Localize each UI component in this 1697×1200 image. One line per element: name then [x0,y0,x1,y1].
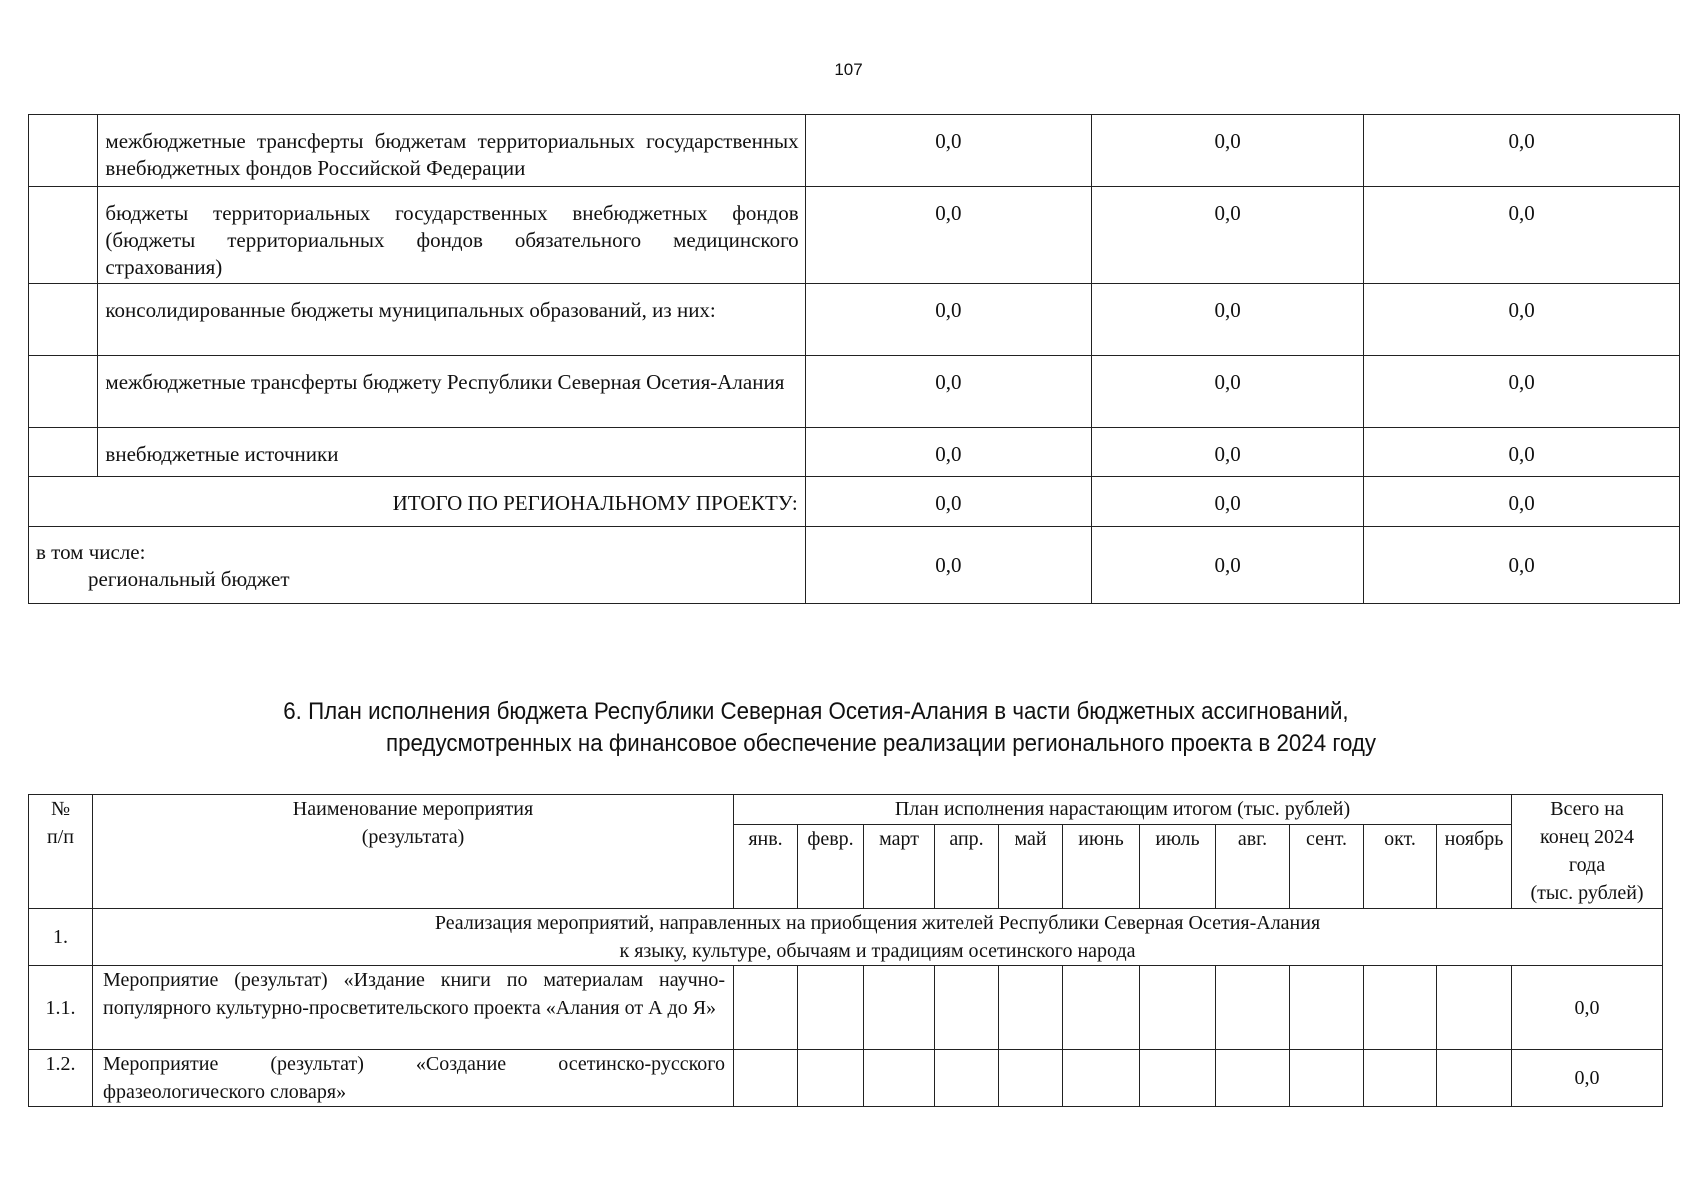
month-header: май [999,825,1063,909]
row-label: межбюджетные трансферты бюджету Республики Северная Осетия-Алания [98,356,805,428]
empty-cell [29,115,98,187]
month-cell [734,1050,798,1107]
total-value: 0,0 [1364,477,1680,527]
empty-cell [29,187,98,284]
total-header [1512,795,1663,909]
item-number: 1.2. [29,1050,93,1107]
value-cell: 0,0 [1092,356,1364,428]
month-header: июнь [1063,825,1140,909]
month-header: июль [1140,825,1216,909]
month-cell [864,966,935,1050]
month-cell [1063,966,1140,1050]
value-cell: 0,0 [805,356,1091,428]
month-header: авг. [1216,825,1290,909]
header-row [29,795,1663,825]
empty-cell [29,284,98,356]
num-header-line2: п/п [47,826,74,848]
item-name: Мероприятие (результат) «Издание книги по материалам научно-популярного культурно-просветительского проекта «Алания от А до Я» [93,966,734,1050]
empty-cell [29,428,98,477]
value-cell: 0,0 [1364,284,1680,356]
value-cell: 0,0 [805,428,1091,477]
month-cell [1290,966,1364,1050]
execution-plan-table [28,794,1663,1107]
total-header-line3: года [1568,854,1606,876]
value-cell: 0,0 [1364,187,1680,284]
item-name: Мероприятие (результат) «Создание осетинско-русского фразеологического словаря» [93,1050,734,1107]
total-value: 0,0 [805,477,1091,527]
month-header: окт. [1364,825,1437,909]
table-row [29,966,1663,1050]
row-label: межбюджетные трансферты бюджетам территориальных государственных внебюджетных фондов Российской Федерации [98,115,805,187]
table-row [29,284,1680,356]
num-header-line1: № [50,798,71,820]
total-header-line1: Всего на [1550,798,1624,820]
month-cell [1140,1050,1216,1107]
month-header: янв. [734,825,798,909]
total-label: ИТОГО ПО РЕГИОНАЛЬНОМУ ПРОЕКТУ: [29,477,806,527]
name-header [93,795,734,909]
value-cell: 0,0 [805,115,1091,187]
section-title-line2: к языку, культуре, обычаям и традициям осетинского народа [619,940,1136,962]
section-heading-line1: 6. План исполнения бюджета Республики Северная Осетия-Алания в части бюджетных ассигнований, [283,698,1349,725]
month-cell [999,966,1063,1050]
total-header-line4: (тыс. рублей) [1530,882,1644,904]
value-cell: 0,0 [1092,115,1364,187]
month-cell [798,1050,864,1107]
month-cell [1437,1050,1512,1107]
section-number: 1. [29,909,93,966]
value-cell: 0,0 [805,284,1091,356]
value-cell: 0,0 [805,187,1091,284]
name-header-line1: Наименование мероприятия [292,798,534,820]
table-row [29,356,1680,428]
month-cell [1140,966,1216,1050]
row-label: консолидированные бюджеты муниципальных образований, из них: [98,284,805,356]
value-cell: 0,0 [805,527,1091,604]
num-header [29,795,93,909]
section-title-line1: Реализация мероприятий, направленных на приобщения жителей Республики Северная Осетия-Алания [434,912,1321,934]
item-total: 0,0 [1512,966,1663,1050]
month-header: февр. [798,825,864,909]
including-cell [29,527,806,604]
month-header: ноябрь [1437,825,1512,909]
month-cell [734,966,798,1050]
month-cell [935,1050,999,1107]
section-row [29,909,1663,966]
month-cell [798,966,864,1050]
value-cell: 0,0 [1364,356,1680,428]
page-number: 107 [834,60,863,79]
section-heading-line2: предусмотренных на финансовое обеспечение реализации регионального проекта в 2024 году [386,730,1377,757]
including-row [29,527,1680,604]
value-cell: 0,0 [1364,115,1680,187]
month-cell [1364,966,1437,1050]
table-row [29,428,1680,477]
month-cell [1063,1050,1140,1107]
section-heading [59,696,1637,760]
including-label: в том числе: [36,540,146,564]
month-cell [999,1050,1063,1107]
total-value: 0,0 [1092,477,1364,527]
section-title [93,909,1663,966]
value-cell: 0,0 [1364,428,1680,477]
month-cell [1290,1050,1364,1107]
item-number: 1.1. [29,966,93,1050]
regional-budget-label: региональный бюджет [88,567,290,591]
funding-sources-table [28,114,1680,604]
month-cell [1216,966,1290,1050]
total-header-line2: конец 2024 [1540,826,1634,848]
row-label: бюджеты территориальных государственных внебюджетных фондов (бюджеты территориальных фондов обязательного медицинского страхования) [98,187,805,284]
month-cell [1216,1050,1290,1107]
month-cell [1364,1050,1437,1107]
month-header: сент. [1290,825,1364,909]
empty-cell [29,356,98,428]
row-label: внебюджетные источники [98,428,805,477]
value-cell: 0,0 [1364,527,1680,604]
table-row [29,187,1680,284]
value-cell: 0,0 [1092,187,1364,284]
name-header-line2: (результата) [361,826,465,848]
value-cell: 0,0 [1092,428,1364,477]
table-row [29,115,1680,187]
value-cell: 0,0 [1092,284,1364,356]
month-cell [864,1050,935,1107]
month-cell [1437,966,1512,1050]
plan-header: План исполнения нарастающим итогом (тыс. рублей) [734,795,1512,825]
month-cell [935,966,999,1050]
total-row [29,477,1680,527]
table-row [29,1050,1663,1107]
month-header: март [864,825,935,909]
month-header: апр. [935,825,999,909]
value-cell: 0,0 [1092,527,1364,604]
item-total: 0,0 [1512,1050,1663,1107]
